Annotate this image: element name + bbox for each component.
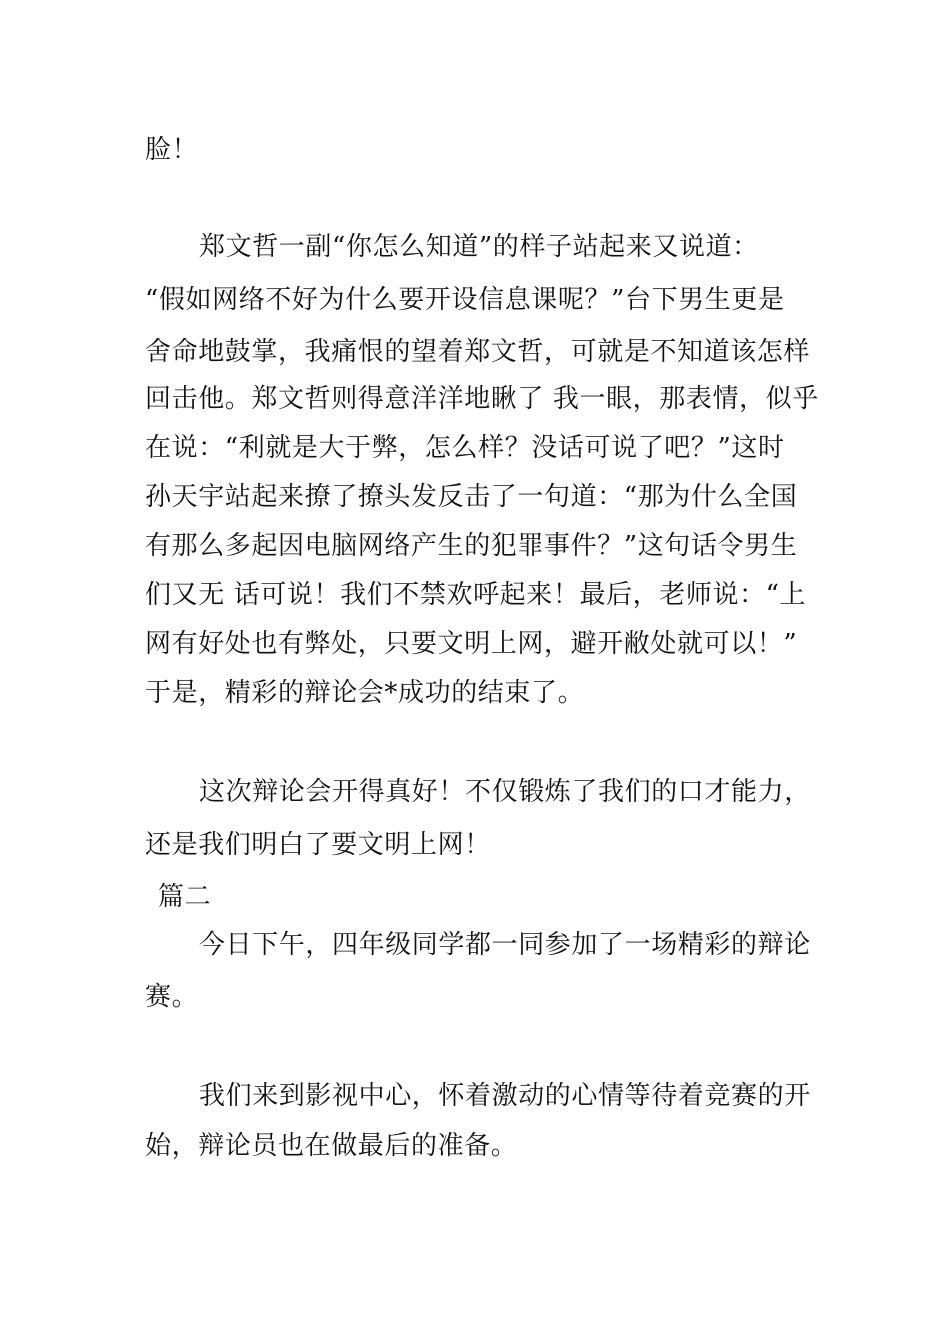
text-line: 孙天宇站起来撩了撩头发反击了一句道：“那为什么全国 <box>145 482 798 512</box>
text-line: 们又无 话可说！我们不禁欢呼起来！最后，老师说：“上 <box>145 580 807 610</box>
text-line: 赛。 <box>145 982 199 1012</box>
paragraph-start-line: 今日下午，四年级同学都一同参加了一场精彩的辩论 <box>199 930 811 960</box>
text-line: 于是，精彩的辩论会*成功的结束了。 <box>145 678 585 708</box>
paragraph-start-line: 郑文哲一副“你怎么知道”的样子站起来又说道： <box>199 232 759 262</box>
text-line: 回击他。郑文哲则得意洋洋地瞅了 我一眼，那表情，似乎 <box>145 384 819 414</box>
text-line: “假如网络不好为什么要开设信息课呢？”台下男生更是 <box>145 285 785 315</box>
section-heading: 篇二 <box>158 882 212 912</box>
text-line: 脸！ <box>145 135 199 165</box>
text-line: 还是我们明白了要文明上网！ <box>145 830 491 860</box>
text-line: 舍命地鼓掌，我痛恨的望着郑文哲，可就是不知道该怎样 <box>145 337 811 367</box>
paragraph-start-line: 我们来到影视中心，怀着激动的心情等待着竞赛的开 <box>199 1081 811 1111</box>
text-line: 在说：“利就是大于弊，怎么样？没话可说了吧？”这时 <box>145 433 785 463</box>
text-line: 有那么多起因电脑网络产生的犯罪事件？”这句话令男生 <box>145 531 798 561</box>
text-line: 网有好处也有弊处，只要文明上网，避开敝处就可以！” <box>145 629 798 659</box>
text-line: 始，辩论员也在做最后的准备。 <box>145 1131 518 1161</box>
paragraph-start-line: 这次辩论会开得真好！不仅锻炼了我们的口才能力， <box>199 777 811 807</box>
